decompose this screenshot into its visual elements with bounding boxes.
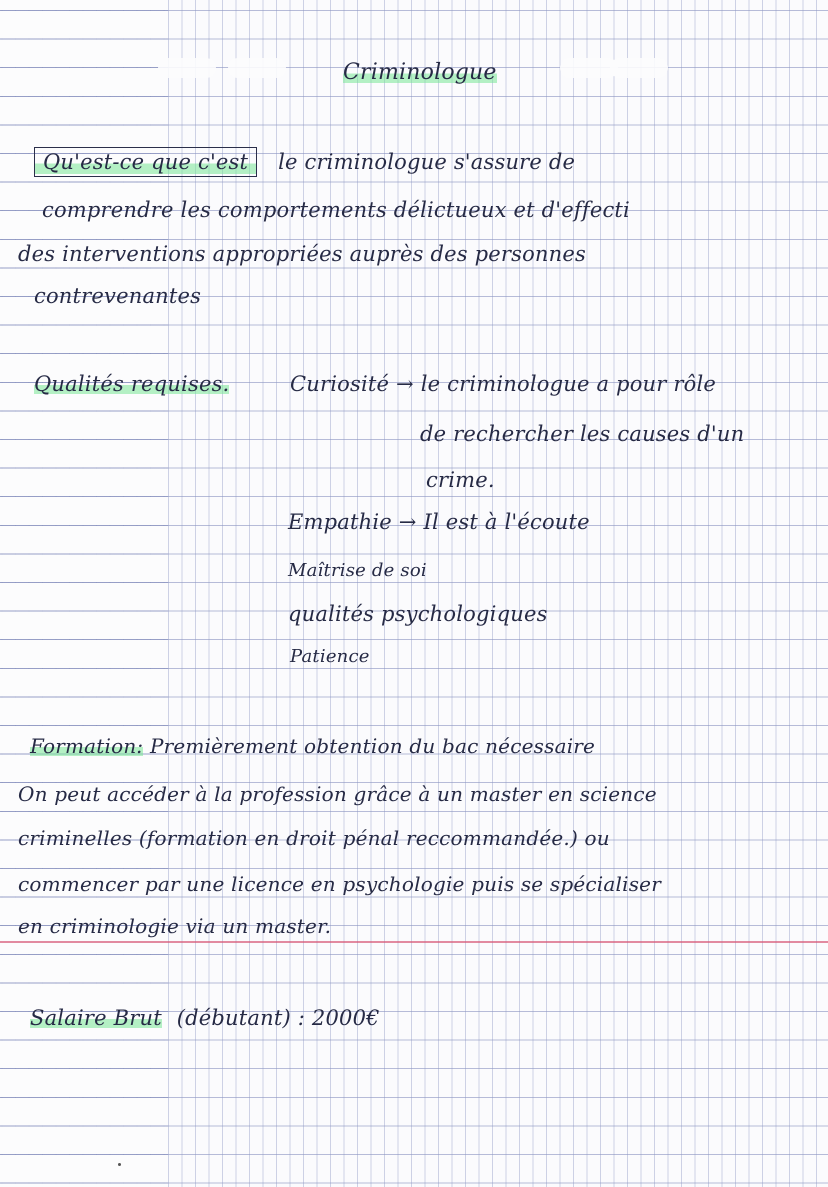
punch-hole-mark bbox=[610, 58, 668, 78]
qualites-item: Curiosité → le criminologue a pour rôle bbox=[290, 372, 717, 396]
qualites-item: de rechercher les causes d'un bbox=[420, 422, 745, 446]
qualites-item: Patience bbox=[290, 646, 370, 667]
salaire-value: (débutant) : 2000€ bbox=[176, 1006, 380, 1030]
formation-line: On peut accéder à la profession grâce à un master en science bbox=[18, 782, 657, 806]
intro-line: comprendre les comportements délictueux et d'effecti bbox=[42, 198, 630, 222]
qualites-item: Maîtrise de soi bbox=[288, 560, 427, 581]
ink-dot bbox=[118, 1163, 121, 1166]
salaire-line bbox=[30, 1006, 380, 1030]
intro-line: le criminologue s'assure de bbox=[278, 150, 576, 174]
qualites-label-text: Qualités requises. bbox=[34, 372, 230, 396]
qualites-label bbox=[34, 372, 229, 396]
qualites-item: crime. bbox=[426, 468, 495, 492]
intro-line: des interventions appropriées auprès des personnes bbox=[18, 242, 586, 266]
formation-line: criminelles (formation en droit pénal reccommandée.) ou bbox=[18, 826, 610, 850]
formation-label: Formation: bbox=[30, 734, 144, 758]
page-title bbox=[343, 60, 497, 85]
page-title-text: Criminologue bbox=[343, 60, 497, 85]
qualites-item: qualités psychologiques bbox=[288, 602, 548, 626]
intro-section bbox=[34, 150, 575, 174]
intro-box-label: Qu'est-ce que c'est bbox=[34, 147, 257, 177]
intro-line: contrevenantes bbox=[34, 284, 202, 308]
red-rule bbox=[0, 941, 828, 943]
qualites-item: Empathie → Il est à l'écoute bbox=[288, 510, 590, 534]
formation-text: Premièrement obtention du bac nécessaire bbox=[149, 734, 596, 758]
formation-line: en criminologie via un master. bbox=[18, 914, 332, 938]
punch-hole-mark bbox=[158, 58, 216, 78]
salaire-label: Salaire Brut bbox=[30, 1006, 162, 1030]
formation-line: commencer par une licence en psychologie puis se spécialiser bbox=[18, 872, 661, 896]
punch-hole-mark bbox=[228, 58, 286, 78]
formation-line bbox=[30, 734, 595, 758]
